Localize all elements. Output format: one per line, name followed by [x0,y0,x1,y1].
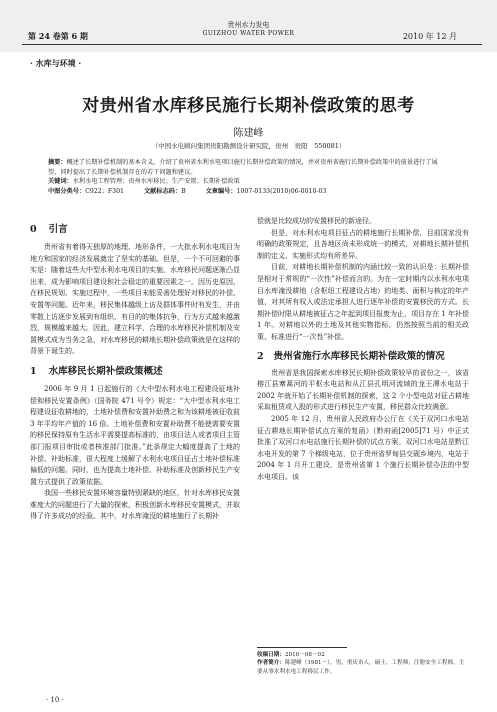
journal-name-cn: 贵州水力发电 [227,21,270,29]
heading-guizhou-num: 2 [257,350,264,362]
paragraph: 但是，对水利水电项目征占的耕地施行长期补偿，目前国家没有明确的政策规定，且各地区尚未形成统一的模式，对耕地长期补偿机制的定义、实施形式均有所差异。 [257,228,469,260]
heading-overview [30,366,240,378]
clc-label: 中图分类号： [48,187,86,195]
affiliation: （中国水电顾问集团贵阳勘测设计研究院，贵州 贵阳 550081） [151,142,346,150]
doc-value: B [181,187,186,195]
right-column [257,216,469,483]
paragraph: 2006 年 9 月 1 日起施行的《大中型水利水电工程建设征地补偿和移民安置条例》（国务院 471 号令）规定：“大中型水利水电工程建设征收耕地的，土地补偿费和安置补助费之和为该耕地被征收前 3 年平均年产值的 16 倍。土地补偿费和安置补助费不能使需要安置的移民保持原有生活水平需要提高标准的，由项目法人或者项目主管部门报项目审批或者核准部门批准。”此条规定大幅度提高了土地的补偿、补助标准，很大程度上缓解了水利水电项目征占土地补偿标准偏低的问题。同时，也为提高土地补偿、补助标准及创新移民生产安置方式提供了政策依据。 [30,384,240,486]
left-column [30,216,240,523]
doc-label: 文献标志码： [143,187,182,195]
section-tag: · 水库与环境 · [30,58,82,68]
footnote-rule [257,647,347,648]
received-value: 2010－08－02 [284,652,325,658]
heading-overview-title: 水库移民长期补偿政策概述 [48,365,163,377]
paragraph: 2005 年 12 月，贵州省人民政府办公厅在《关于双河口水电站征占耕地长期补偿试点方案的复函》（黔府函[2005]71 号）中正式批准了双河口水电站施行长期补偿的试点方案。双河口水电站是黔江水电开发的第 7 个梯级电站，位于贵州省罗甸县交砚乡境内，电站于 2004 年 1 月开工建设，是贵州省第 1 个施行长期补偿办法的中型水电项目。该 [257,414,469,481]
heading-guizhou [257,350,469,364]
bio-text: 陈建峰（1981－），男，重庆市人，硕士，工程师，注册安全工程师，主要从事水利水电工程移民工作。 [257,660,465,675]
header-rule [22,44,482,45]
journal-date: 2010 年 12 月 [402,32,457,41]
author: 陈建峰 [233,128,264,139]
page-number: · 10 · [46,696,64,704]
art-label: 文章编号： [205,187,237,195]
footnote [257,651,469,676]
clc-value: C922；F301 [85,187,124,195]
paragraph: 目前，对耕地长期补偿机制的内涵比较一致的认识是：长期补偿是相对于常规的“一次性”补偿而言的。为在一定时期内以水利水电项目水库淹没耕地（含枢纽工程建设占地）的地类、面积与核定的年产值，对其所有权人或法定承担人进行逐年补偿的安置移民的方式。长期补偿时限从耕地被征占之年起到项目报废为止，项目存在 1 年补偿 1 年。对耕地以外的土地及其他实物指标，仍然按照当前的相关政策、标准进行“一次性”补偿。 [257,263,469,341]
abstract-label: 摘要： [48,159,67,166]
heading-intro-num: 0 [30,224,37,235]
clc [48,188,124,195]
author-bio [257,659,469,676]
keywords [48,177,448,187]
article-number [206,188,327,195]
heading-intro [30,224,240,236]
heading-guizhou-title: 贵州省施行水库移民长期补偿政策的情况 [273,350,445,362]
abstract-text: 概述了长期补偿机制的基本含义，介绍了贵州省水利水电项目施行长期补偿政策的情况，并对贵州省施行长期补偿政策中的前景进行了展望，同时提出了长期补偿机制存在的若干问题和建议。 [48,159,438,176]
heading-intro-title: 引言 [48,224,68,235]
paragraph: 偿就是比较成功的安置移民的新途径。 [257,217,376,225]
doc-code [144,188,186,195]
received-date [257,651,469,659]
abstract [48,158,448,177]
received-label: 收稿日期： [257,652,285,658]
paragraph: 贵州省是我国探索水库移民长期补偿政策较早的省份之一，该省榕江县寨蒿河的平枢水电站和从江县孔明河流域的龙王潭水电站于 2002 年就开始了长期补偿机制的探索，这 2 个小型电站对征占耕地采取租赁或入股的形式进行移民生产安置，移民群众比较满意。 [257,368,469,412]
art-value: 1007-0133(2010)06-0010-03 [236,187,327,195]
heading-overview-num: 1 [30,365,37,377]
keywords-label: 关键词： [48,178,73,186]
paragraph: 贵州省有着得天独厚的地理、地形条件，一大批水利水电项目为地方和国家的经济发展奠定了坚实的基础。但是，一个不可回避的事实是：随着这些大中型水利水电项目的实施，水库移民问题逐渐凸显出来，成为影响项目建设和社会稳定的重要因素之一。因历史原因，在移民规划、实施过程中，一些项目未能妥善处理好对移民的补偿、安置等问题。近年来，移民集体越级上访及群体事件时有发生，并由零散上访逐步发展到有组织、有目的的集体抗争，行为方式越来越激烈，规模越来越大。因此，建立科学、合理的水库移民补偿机制及安置模式成为当务之急，对水库移民的耕地长期补偿政策就是在这样的背景下诞生的。 [30,243,240,356]
abstract-block [48,158,448,196]
keywords-text: 水利水电工程管理；贵州水库移民；生产安置；长期补偿政策 [72,178,240,186]
journal-name-en: GUIZHOU WATER POWER [202,30,295,37]
journal-issue: 第 24 卷第 6 期 [28,31,88,41]
bio-label: 作者简介： [257,660,285,667]
paragraph: 我国一些移民安置环境容量特别紧缺的地区，针对水库移民安置难度大的问题进行了大量的探索，积极创新水库移民安置模式，并取得了许多成功的经验。其中，对水库淹没的耕地施行了长期补 [30,489,240,521]
paper-title: 对贵州省水库移民施行长期补偿政策的思考 [82,96,415,116]
classification-row [48,187,448,197]
